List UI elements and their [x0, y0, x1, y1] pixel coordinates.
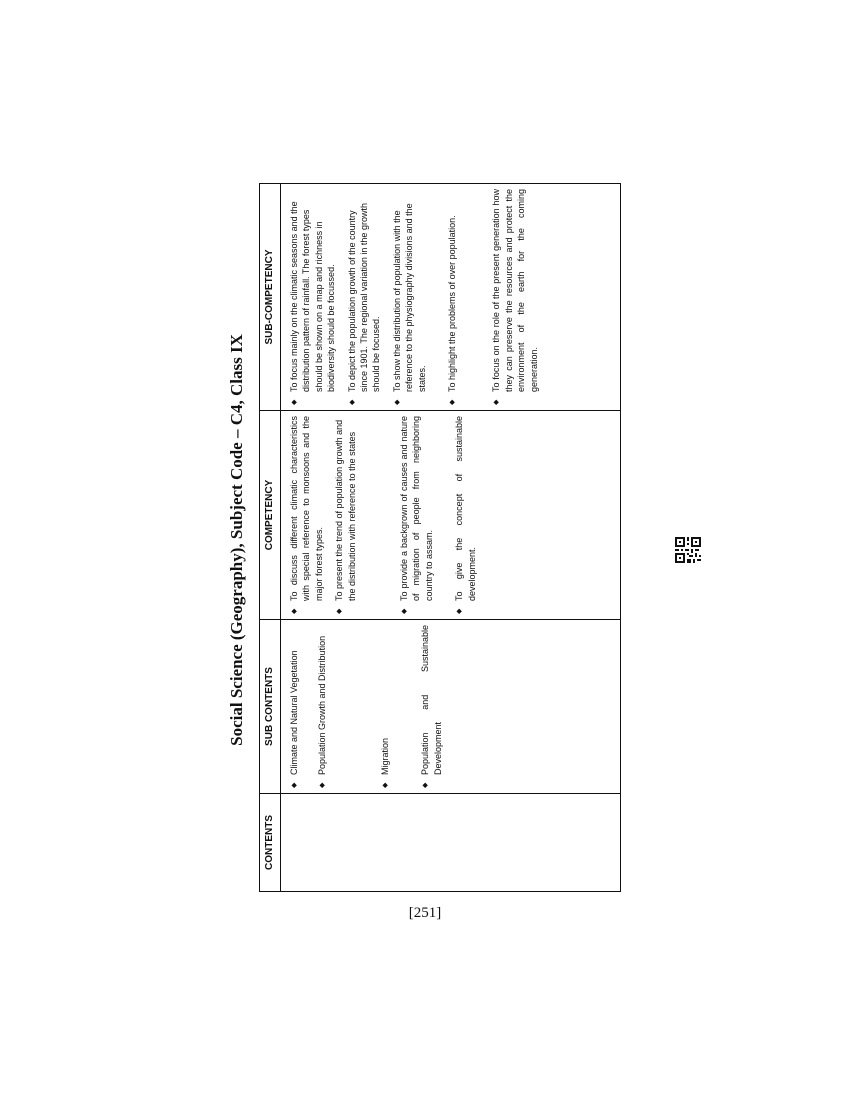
list-item: ◆ Population and Sustainable Development: [419, 625, 444, 788]
sub-contents-cell: [281, 620, 621, 794]
list-item: ◆ To provide a backgrown of causes and nature of migration of people from neighboring country to assam.: [398, 416, 435, 614]
qr-code-icon: [675, 537, 701, 563]
page-title: Social Science (Geography), Subject Code – C4, Class IX: [227, 334, 246, 746]
sub-contents-list: [288, 625, 444, 788]
curriculum-table-wrapper: [259, 184, 621, 892]
sub-competency-list: [288, 189, 540, 405]
list-item: ◆ Migration: [379, 625, 391, 788]
list-item: ◆ Climate and Natural Vegetation: [288, 625, 300, 788]
list-item: ◆ To present the trend of population growth and the distribution with reference to the states: [333, 416, 358, 614]
header-contents: CONTENTS: [260, 794, 281, 892]
contents-cell: [281, 794, 621, 892]
competency-list: [288, 416, 478, 614]
header-sub-contents: SUB CONTENTS: [260, 620, 281, 794]
competency-cell: [281, 411, 621, 620]
list-item: ◆ To highlight the problems of over population.: [446, 189, 458, 405]
page-number: [251]: [408, 905, 442, 921]
curriculum-table: [259, 183, 621, 892]
list-item: ◆ To give the concept of sustainable development.: [453, 416, 478, 614]
list-item: ◆ To focus mainly on the climatic seasons and the distribution pattern of rainfall. The forest types should be shown on a map and richness in biodiversity should be focussed.: [288, 189, 338, 405]
header-competency: COMPETENCY: [260, 411, 281, 620]
table-row: [281, 184, 621, 892]
header-sub-competency: SUB-COMPETENCY: [260, 184, 281, 411]
header-row: [260, 184, 281, 892]
sub-competency-cell: [281, 184, 621, 411]
list-item: ◆ To discuss different climatic characteristics with special reference to monsoons and the major forest types.: [288, 416, 325, 614]
list-item: ◆ Population Growth and Distribution: [316, 625, 328, 788]
list-item: ◆ To depict the population growth of the country since 1901. The regional variation in the growth should be focused.: [346, 189, 383, 405]
list-item: ◆ To show the distribution of population with the reference to the physiography divisions and the states.: [391, 189, 428, 405]
list-item: ◆ To focus on the role of the present generation how they can preserve the resources and protect the environment of the earth for the coming generation.: [490, 189, 540, 405]
